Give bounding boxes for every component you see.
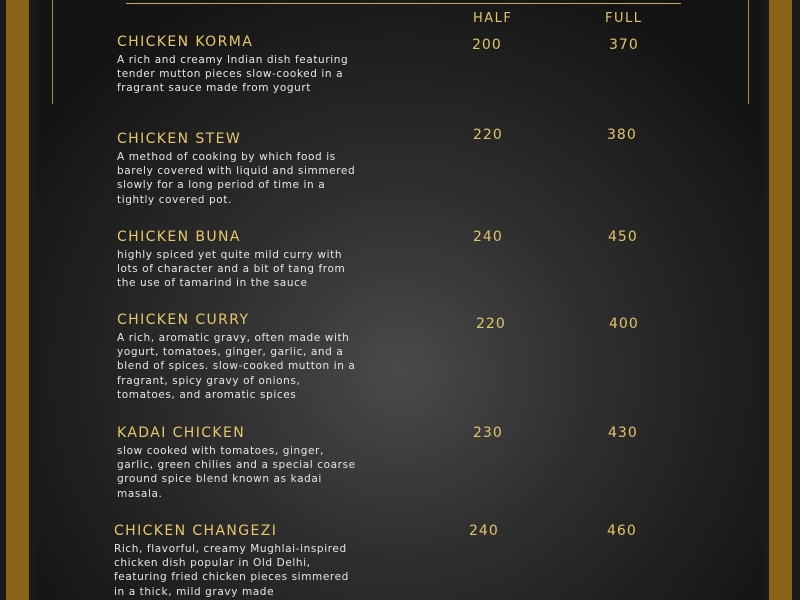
dish-description: Rich, flavorful, creamy Mughlai-inspired chicken dish popular in Old Delhi, featuring fried chicken pieces simmered in a thick, mild gravy made [114, 543, 349, 598]
dish-name: CHICKEN CURRY [117, 312, 250, 328]
right-gold-stripe [769, 0, 792, 600]
column-header-half: HALF [473, 11, 513, 26]
frame-line-left [52, 0, 53, 104]
menu-panel [36, 0, 764, 600]
column-header-full: FULL [605, 11, 643, 26]
frame-line-right [748, 0, 749, 104]
price-half: 220 [473, 127, 503, 143]
dish-description: A method of cooking by which food is barely covered with liquid and simmered slowly for a long period of time in a tightly covered pot. [117, 151, 356, 206]
price-half: 230 [473, 425, 503, 441]
price-half: 240 [469, 523, 499, 539]
left-gold-stripe [6, 0, 29, 600]
price-half: 200 [472, 37, 502, 53]
price-full: 400 [609, 316, 639, 332]
price-full: 370 [609, 37, 639, 53]
price-full: 450 [608, 229, 638, 245]
dish-name: CHICKEN STEW [117, 131, 242, 147]
menu-item-kadai-chicken [117, 425, 362, 501]
top-divider [126, 3, 681, 4]
dish-name: CHICKEN KORMA [117, 34, 254, 50]
menu-item-chicken-buna [117, 229, 362, 291]
left-border [0, 0, 36, 600]
dish-description: A rich, aromatic gravy, often made with yogurt, tomatoes, ginger, garlic, and a blend of spices. slow-cooked mutton in a fragrant, spicy gravy of onions, tomatoes, and aromatic spices [117, 332, 356, 401]
price-full: 380 [607, 127, 637, 143]
dish-description: slow cooked with tomatoes, ginger, garlic, green chilies and a special coarse ground spice blend known as kadai masala. [117, 445, 356, 500]
menu-item-chicken-changezi [114, 523, 359, 599]
right-border [764, 0, 800, 600]
price-full: 430 [608, 425, 638, 441]
price-half: 220 [476, 316, 506, 332]
price-full: 460 [607, 523, 637, 539]
menu-item-chicken-curry [117, 312, 362, 402]
menu-item-chicken-stew [117, 131, 362, 207]
dish-description: A rich and creamy Indian dish featuring tender mutton pieces slow-cooked in a fragrant sauce made from yogurt [117, 54, 349, 95]
dish-name: CHICKEN CHANGEZI [114, 523, 278, 539]
price-half: 240 [473, 229, 503, 245]
dish-name: CHICKEN BUNA [117, 229, 241, 245]
dish-description: highly spiced yet quite mild curry with lots of character and a bit of tang from the use of tamarind in the sauce [117, 249, 346, 290]
menu-item-chicken-korma [117, 34, 362, 96]
dish-name: KADAI CHICKEN [117, 425, 246, 441]
